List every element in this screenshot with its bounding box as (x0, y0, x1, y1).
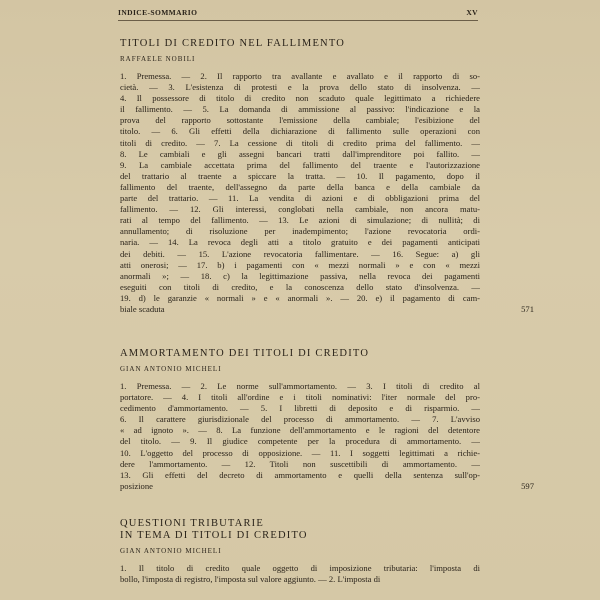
summary-line: dere l'ammortamento. — 12. Titoli non suscettibili di ammortamento. — (120, 458, 480, 469)
summary-line: dei debiti. — 15. L'azione revocatoria fallimentare. — 16. Segue: a) gli (120, 248, 480, 259)
summary-line: portatore. — 4. I titoli all'ordine e i titoli nominativi: l'iter normale del pro- (120, 392, 480, 403)
summary-line: del trattario al traente a spiccare la tratta. — 10. Il pagamento, dopo il (120, 170, 480, 181)
summary-line: rati al tempo del fallimento. — 13. Le azioni di simulazione; di nullità; di (120, 215, 480, 226)
summary-line: titolo. — 6. Gli effetti della dichiarazione di fallimento sulle operazioni con (120, 126, 480, 137)
section-questioni-tributarie (120, 518, 480, 585)
summary-line: biale scaduta (120, 303, 165, 314)
section-title (120, 348, 480, 360)
header-page-number: XV (466, 8, 478, 17)
summary-line: bollo, l'imposta di registro, l'imposta sul valore aggiunto. — 2. L'imposta di (120, 574, 381, 585)
section-author: GIAN ANTONIO MICHELI (120, 547, 222, 555)
summary-line: 8. Le cambiali e gli assegni bancari tratti dall'imprenditore poi fallito. — (120, 148, 480, 159)
running-header (118, 8, 478, 17)
section-title (120, 38, 480, 50)
summary-line: 1. Il titolo di credito quale oggetto di imposizione tributaria: l'imposta di (120, 563, 480, 573)
summary-line: fallimento del traente, dell'assegno da parte della banca e della cambiale da (120, 181, 480, 192)
summary-line: 6. Il carattere giurisdizionale del processo di ammortamento. — 7. L'avviso (120, 414, 480, 425)
summary-line: prova del rapporto sottostante l'emissione della cambiale; l'esibizione del (120, 115, 480, 126)
title-line: TITOLI DI CREDITO NEL FALLIMENTO (120, 38, 346, 49)
summary-line: posizione (120, 480, 153, 491)
summary-line: 1. Premessa. — 2. Le norme sull'ammortamento. — 3. I titoli di credito al (120, 381, 480, 391)
section-author: GIAN ANTONIO MICHELI (120, 365, 222, 373)
header-title: INDICE-SOMMARIO (118, 8, 198, 17)
summary-line: 10. L'oggetto del processo di opposizione. — 11. I soggetti legittimati a richie- (120, 447, 480, 458)
title-line: QUESTIONI TRIBUTARIE (120, 518, 264, 529)
summary-line: atti onerosi; — 17. b) i pagamenti con « mezzi normali » e con « mezzi (120, 259, 480, 270)
summary-line: 4. Il possessore di titolo di credito non scaduto quale legittimato a richiedere (120, 93, 480, 104)
summary-line: 1. Premessa. — 2. Il rapporto tra avallante e avallato e il rapporto di so- (120, 71, 480, 81)
summary-line: « ad ignoto ». — 8. La funzione dell'ammortamento e le ragioni del detentore (120, 425, 480, 436)
summary-line: 9. La cambiale accettata prima del fallimento del traente e l'autorizzazione (120, 159, 480, 170)
header-rule (118, 20, 478, 21)
summary-line: parte del trattario. — 11. La vendita di azioni e di obbligazioni prima del (120, 193, 480, 204)
section-titoli-fallimento (120, 38, 534, 315)
summary-line: titoli di credito. — 7. La cessione di titoli di credito prima del fallimento. — (120, 137, 480, 148)
summary-line: cedimento d'ammortamento. — 5. I libretti di deposito e di risparmio. — (120, 403, 480, 414)
section-ammortamento (120, 348, 534, 492)
section-summary (120, 381, 480, 492)
summary-line: del titolo. — 9. Il giudice competente per la procedura di ammortamento. — (120, 436, 480, 447)
summary-line: naria. — 14. La revoca degli atti a titolo gratuito e dei pagamenti anticipati (120, 237, 480, 248)
section-author: RAFFAELE NOBILI (120, 55, 196, 63)
section-title (120, 518, 480, 542)
summary-line: 19. d) le garanzie « normali » e « anormali ». — 20. e) il pagamento di cam- (120, 292, 480, 303)
summary-line: 13. Gli effetti del decreto di ammortamento e quelli della sentenza sull'op- (120, 469, 480, 480)
title-line: AMMORTAMENTO DEI TITOLI DI CREDITO (120, 348, 370, 359)
summary-line: eseguiti con titoli di credito, e la conoscenza dello stato d'insolvenza. — (120, 281, 480, 292)
summary-line: anormali »; — 18. c) la legittimazione passiva, nella revoca dei pagamenti (120, 270, 480, 281)
section-summary (120, 563, 480, 585)
section-summary (120, 71, 480, 315)
summary-line: cietà. — 3. L'esistenza di protesti e la prova dello stato di insolvenza. — (120, 82, 480, 93)
title-line: IN TEMA DI TITOLI DI CREDITO (120, 530, 308, 541)
section-page-number: 571 (521, 304, 534, 315)
section-page-number: 597 (521, 480, 534, 491)
summary-line: fallimento. — 12. Gli interessi, conglobati nella cambiale, non ancora matu- (120, 204, 480, 215)
summary-line: il fallimento. — 5. La domanda di ammissione al passivo: l'indicazione e la (120, 104, 480, 115)
summary-line: annullamento; di risoluzione per inadempimento; l'azione revocatoria ordi- (120, 226, 480, 237)
